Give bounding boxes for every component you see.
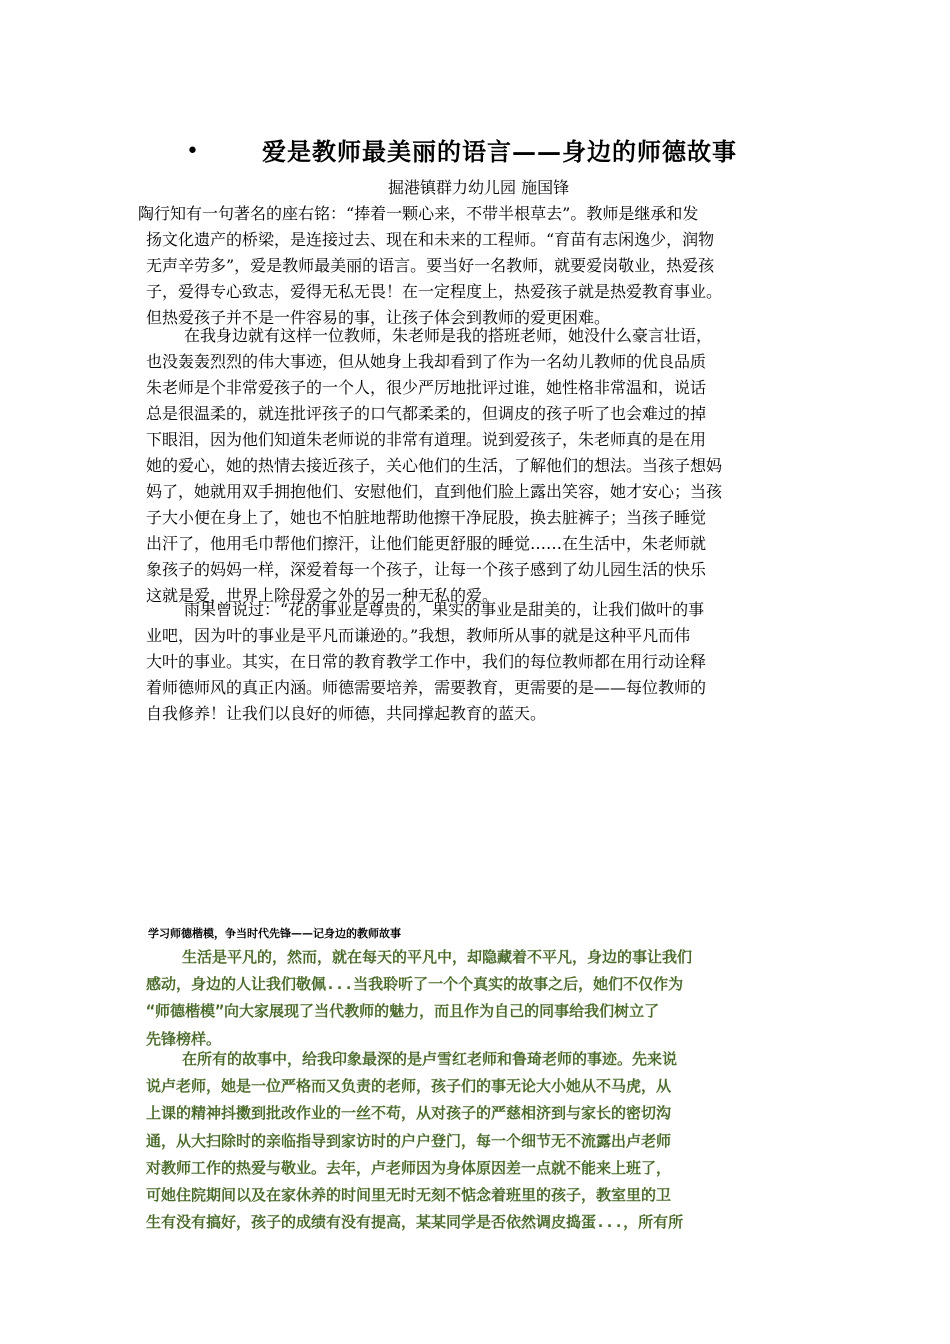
document-title: 爱是教师最美丽的语言——身边的师德故事 [262,137,737,166]
text-line: 子大小便在身上了，她也不怕脏地帮助他擦干净屁股，换去脏裤子；当孩子睡觉 [146,508,707,527]
text-line: 这就是爱，世界上除母爱之外的另一种无私的爱。 [146,586,499,605]
section2-paragraph-1 [146,944,816,1053]
text-line: “师德楷模”向大家展现了当代教师的魅力，而且作为自己的同事给我们树立了 [146,1002,660,1021]
text-line: 上课的精神抖擞到批改作业的一丝不苟，从对孩子的严慈相济到与家长的密切沟 [146,1104,672,1123]
text-line: 通，从大扫除时的亲临指导到家访时的户户登门，每一个细节无不流露出卢老师 [146,1131,672,1150]
text-line: 在我身边就有这样一位教师，朱老师是我的搭班老师，她没什么豪言壮语， [184,326,713,345]
text-line: 说卢老师，她是一位严格而又负责的老师，孩子们的事无论大小她从不马虎，从 [146,1077,672,1096]
text-line: 她的爱心，她的热情去接近孩子，关心他们的生活，了解他们的想法。当孩子想妈 [146,456,723,475]
text-line: 但热爱孩子并不是一件容易的事，让孩子体会到教师的爱更困难。 [146,308,611,327]
text-line: 对教师工作的热爱与敬业。去年，卢老师因为身体原因差一点就不能来上班了， [146,1158,672,1177]
text-line: 子，爱得专心致志，爱得无私无畏！在一定程度上，热爱孩子就是热爱教育事业。 [146,282,723,301]
text-line: 大叶的事业。其实，在日常的教育教学工作中，我们的每位教师都在用行动诠释 [146,652,707,671]
section2-title: 学习师德楷模，争当时代先锋——记身边的教师故事 [148,927,401,940]
text-line: 出汗了，他用毛巾帮他们擦汗，让他们能更舒服的睡觉……在生活中，朱老师就 [146,534,707,553]
text-line: 也没轰轰烈烈的伟大事迹，但从她身上我却看到了作为一名幼儿教师的优良品质 [146,352,707,371]
text-line: 下眼泪，因为他们知道朱老师说的非常有道理。说到爱孩子，朱老师真的是在用 [146,430,707,449]
list-bullet: • [186,139,199,164]
section1-paragraph-3 [146,597,826,727]
text-line: 扬文化遗产的桥梁，是连接过去、现在和未来的工程师。“育苗有志闲逸少，润物 [146,230,715,249]
text-line: 生活是平凡的，然而，就在每天的平凡中，却隐藏着不平凡，身边的事让我们 [182,948,693,966]
text-line: 感动，身边的人让我们敬佩...当我聆听了一个个真实的故事之后，她们不仅作为 [146,975,684,994]
text-line: 象孩子的妈妈一样，深爱着每一个孩子，让每一个孩子感到了幼儿园生活的快乐 [146,560,707,579]
text-line: 着师德师风的真正内涵。师德需要培养，需要教育，更需要的是——每位教师的 [146,678,707,697]
text-line: 总是很温柔的，就连批评孩子的口气都柔柔的，但调皮的孩子听了也会难过的掉 [146,404,707,423]
text-line: 陶行知有一句著名的座右铭：“捧着一颗心来，不带半根草去”。教师是继承和发 [138,204,699,223]
text-line: 生有没有搞好，孩子的成绩有没有提高，某某同学是否依然调皮捣蛋...，所有所 [146,1213,684,1232]
section1-paragraph-2 [146,323,826,609]
text-line: 朱老师是个非常爱孩子的一个人，很少严厉地批评过谁，她性格非常温和，说话 [146,378,707,397]
text-line: 先锋榜样。 [146,1029,222,1048]
text-line: 雨果曾说过：“花的事业是尊贵的，果实的事业是甜美的，让我们做叶的事 [184,600,705,619]
text-line: 在所有的故事中，给我印象最深的是卢雪红老师和鲁琦老师的事迹。先来说 [182,1050,678,1068]
section1-paragraph-1 [138,201,818,331]
text-line: 无声辛劳多”，爱是教师最美丽的语言。要当好一名教师，就要爱岗敬业，热爱孩 [146,256,715,275]
text-line: 可她住院期间以及在家休养的时间里无时无刻不惦念着班里的孩子，教室里的卫 [146,1185,672,1204]
text-line: 妈了，她就用双手拥抱他们、安慰他们，直到他们脸上露出笑容，她才安心；当孩 [146,482,723,501]
text-line: 自我修养！让我们以良好的师德，共同撑起教育的蓝天。 [146,704,547,723]
section2-paragraph-2 [146,1046,816,1236]
author-line: 掘港镇群力幼儿园 施国锋 [388,178,570,197]
text-line: 业吧，因为叶的事业是平凡而谦逊的。”我想，教师所从事的就是这种平凡而伟 [146,626,691,645]
